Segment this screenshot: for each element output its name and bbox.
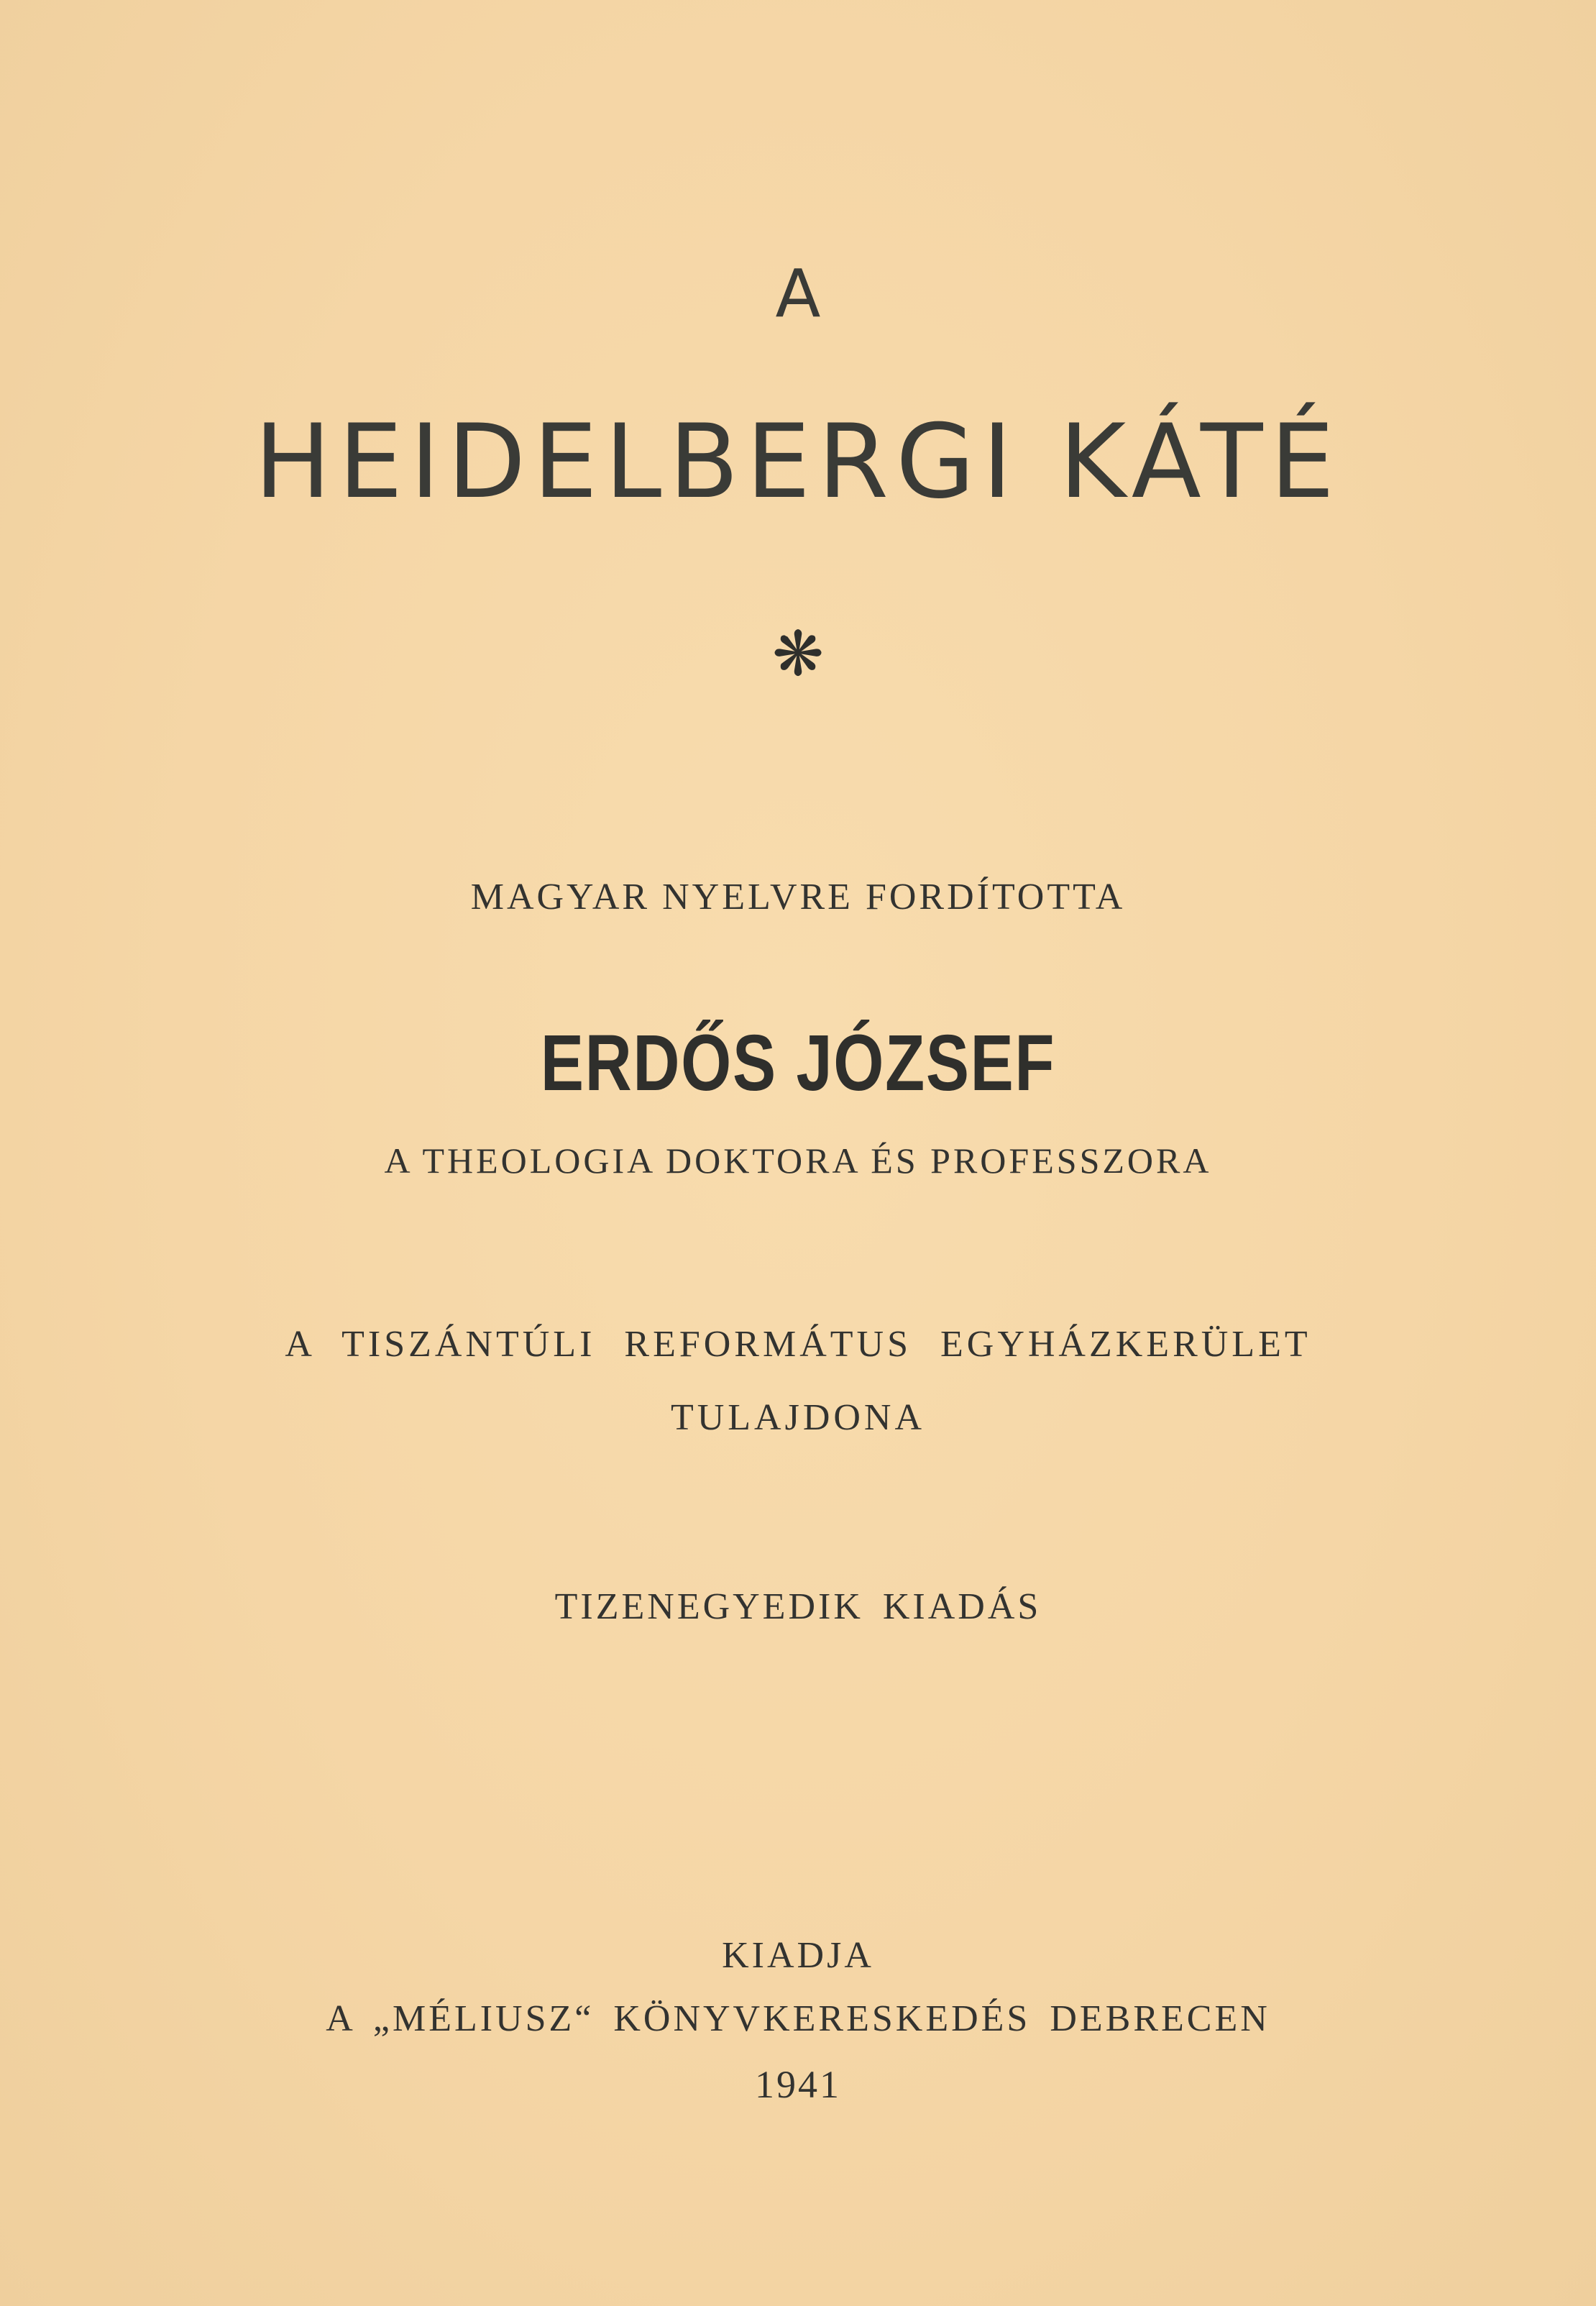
translator-name: ERDŐS JÓZSEF [540,1019,1056,1107]
ownership-line-2: TULAJDONA [670,1397,926,1438]
edition-label: TIZENEGYEDIK KIADÁS [554,1586,1042,1627]
translated-by-label: MAGYAR NYELVRE FORDÍTOTTA [470,877,1126,918]
publication-year: 1941 [755,2063,841,2106]
title-article: A [775,255,821,332]
translator-credentials: A THEOLOGIA DOKTORA ÉS PROFESSZORA [384,1140,1212,1181]
publisher-name: A „MÉLIUSZ“ KÖNYVKERESKEDÉS DEBRECEN [326,1998,1270,2039]
book-title: HEIDELBERGI KÁTÉ [254,403,1342,521]
publisher-label: KIADJA [722,1935,874,1976]
ownership-line-1: A TISZÁNTÚLI REFORMÁTUS EGYHÁZKERÜLET [285,1324,1311,1365]
asterisk-ornament-icon: ❋ [771,620,825,689]
